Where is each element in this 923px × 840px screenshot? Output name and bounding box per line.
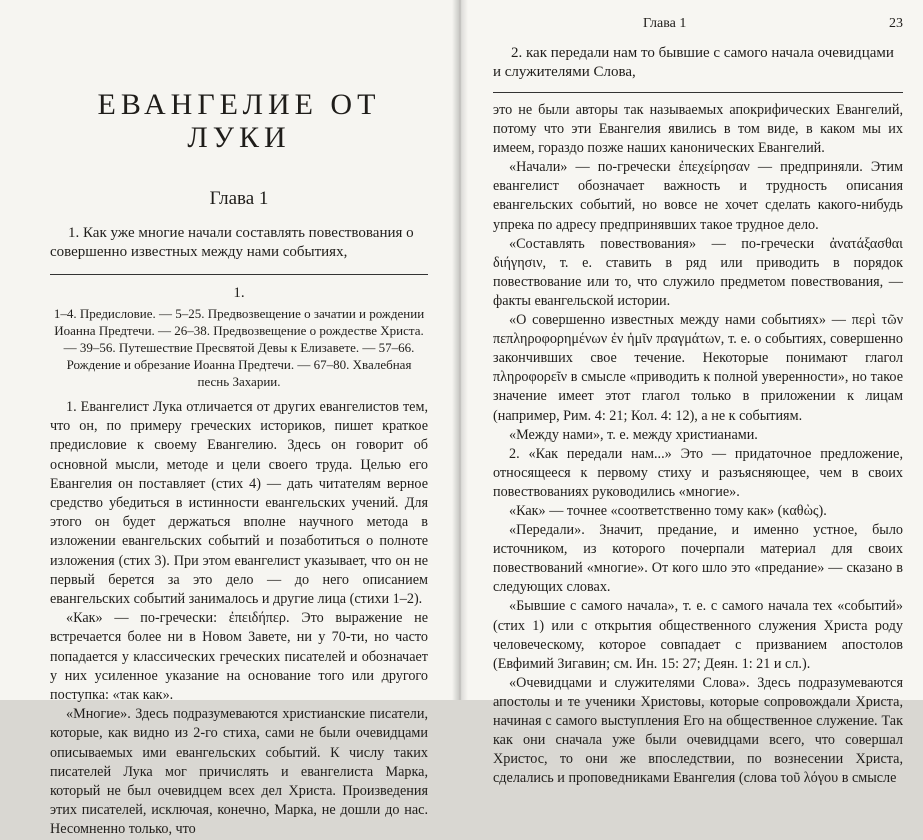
commentary-paragraph: «Как» — точнее «соответственно тому как» (καθὼς). [509, 502, 827, 519]
section-number: 1. [233, 285, 245, 301]
section-summary: 1–4. Предисловие. — 5–25. Предвозвещение о зачатии и рождении Иоанна Предтечи. — 26–38. Предвозвещение о рождестве Христа. — 39–56. Путешествие Пресвятой Девы к Елизавете. — 57–66. Рождение и обрезание Иоанна Предтечи. — 67–80. Хвалебная песнь Захарии. [53, 306, 425, 389]
page-number: 23 [889, 16, 903, 31]
commentary-paragraph: «Как» — по-гречески: ἐπειδήπερ. Это выражение не встречается более ни в Новом Завете, ни у 70-ти, но часто попадается у классических греческих писателей и обозначает у них усиленное указание на основание того или другого поступка: «так как». [50, 610, 428, 704]
commentary-paragraph: «Начали» — по-гречески ἐπεχείρησαν — предприняли. Этим евангелист обозначает важность и трудность описания евангельских событий, но вовсе не хочет сделать какого-нибудь упрека по адресу предпринявших такое трудное дело. [493, 159, 903, 233]
commentary-paragraph: «Между нами», т. е. между христианами. [509, 426, 758, 443]
verse-2: 2. как передали нам то бывшие с самого начала очевидцами и служителями Слова, [493, 45, 894, 80]
left-page [0, 0, 460, 838]
verse-divider [493, 92, 903, 93]
commentary-paragraph: 1. Евангелист Лука отличается от других евангелистов тем, что он, по примеру греческих историков, пишет краткое предисловие к своему Евангелию. Здесь он говорит об основной мысли, методе и цели своего труда. Целью его Евангелия он поставляет (стих 4) — дать читателям верное средство убедиться в истинности евангельских учений. Для этого он будет держаться вполне научного метода в изложении евангельских событий и позаботиться о полноте изложения (стих 3). При этом евангелист указывает, что он не первый берется за это дело — до него описанием евангельских событий занималось и другие лица (стихи 1–2). [50, 399, 428, 608]
commentary-paragraph: «Очевидцами и служителями Слова». Здесь подразумеваются апостолы и те ученики Христовы, которые сопровождали Христа, начиная с самого выступления Его на общественное служение. Так как они сначала уже были очевидцами всего, что совершал Христос, то они же впоследствии, по вознесении Христа, сделались и проповедниками Евангелия (слова τοῦ λόγου в смысле [493, 674, 903, 787]
right-page [460, 0, 923, 787]
commentary-paragraph: «О совершенно известных между нами событиях» — περὶ τῶν πεπληροφορημένων ἐν ἡμῖν πραγμάτων, т. е. о событиях, совершенно закончивших свое течение. Некоторые понимают глагол πληροφορεῖν в смысле «приводить к полной уверенности», но такое значение имеет этот глагол только в приложении к лицам (например, Рим. 4: 21; Кол. 4: 12), а не к событиям. [493, 312, 903, 424]
running-header [493, 16, 903, 32]
commentary-paragraph: «Бывшие с самого начала», т. е. с самого начала тех «событий» (стих 1) или с открытия общественного служения Христа роду человеческому, которое совпадает с призванием апостолов (Евфимий Зигавин; см. Ин. 15: 27; Деян. 1: 21 и сл.). [493, 598, 903, 672]
book-title: ЕВАНГЕЛИЕ ОТ ЛУКИ [97, 88, 381, 154]
commentary-paragraph: «Многие». Здесь подразумеваются христианские писатели, которые, как видно из 2-го стиха, сами не были очевидцами описываемых ими евангельских событий. К числу таких писателей Лука мог причислять и евангелиста Марка, который не был очевидцем всех дел Христа. Произведения этих писателей, исключая, конечно, Марка, не дошли до нас. Несомненно только, что [50, 706, 428, 838]
commentary-paragraph: это не были авторы так называемых апокрифических Евангелий, потому что эти Евангелия явились в том виде, в каком мы их имеем, гораздо позже наших канонических Евангелий. [493, 102, 903, 157]
chapter-heading: Глава 1 [209, 188, 269, 209]
verse-1: 1. Как уже многие начали составлять повествования о совершенно известных между нами событиях, [50, 225, 414, 260]
commentary-paragraph: 2. «Как передали нам...» Это — придаточное предложение, относящееся к первому стиху и разъясняющее, чем в своих повествованиях руководились «многие». [493, 445, 903, 500]
commentary-paragraph: «Передали». Значит, предание, и именно устное, было источником, из которого почерпали материал для своих повествований «многие». От кого шло это «предание» — сказано в следующих словах. [493, 522, 903, 596]
verse-divider [50, 274, 428, 275]
running-head: Глава 1 [643, 16, 687, 31]
commentary-paragraph: «Составлять повествования» — по-гречески ἀνατάξασθαι διήγησιν, т. е. ставить в ряд или приводить в порядок повествование или то, что служило предметом повествования, — факты евангельской истории. [493, 235, 903, 309]
